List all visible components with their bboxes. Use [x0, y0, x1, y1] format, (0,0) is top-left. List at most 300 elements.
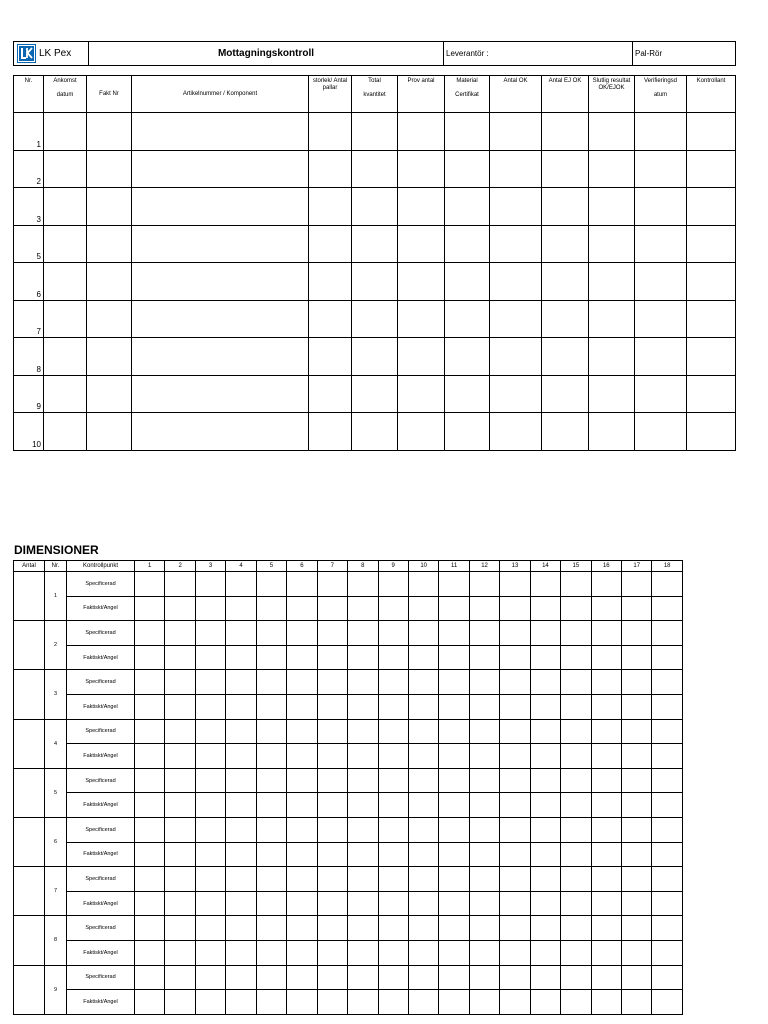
entry-cell[interactable]: [398, 263, 445, 301]
measure-cell[interactable]: [408, 867, 438, 892]
measure-cell[interactable]: [135, 694, 165, 719]
measure-cell[interactable]: [135, 965, 165, 990]
entry-cell[interactable]: [635, 338, 687, 376]
measure-cell[interactable]: [469, 694, 499, 719]
antal-cell[interactable]: [14, 572, 45, 621]
measure-cell[interactable]: [530, 572, 560, 597]
measure-cell[interactable]: [408, 940, 438, 965]
entry-cell[interactable]: [398, 113, 445, 151]
measure-cell[interactable]: [500, 768, 530, 793]
measure-cell[interactable]: [530, 916, 560, 941]
measure-cell[interactable]: [256, 916, 286, 941]
entry-cell[interactable]: [445, 300, 490, 338]
measure-cell[interactable]: [348, 719, 378, 744]
antal-cell[interactable]: [14, 817, 45, 866]
measure-cell[interactable]: [561, 842, 591, 867]
measure-cell[interactable]: [348, 670, 378, 695]
entry-cell[interactable]: [445, 113, 490, 151]
entry-cell[interactable]: [490, 263, 542, 301]
entry-cell[interactable]: [309, 150, 352, 188]
measure-cell[interactable]: [408, 817, 438, 842]
measure-cell[interactable]: [591, 719, 621, 744]
measure-cell[interactable]: [500, 867, 530, 892]
measure-cell[interactable]: [165, 645, 195, 670]
measure-cell[interactable]: [622, 572, 652, 597]
measure-cell[interactable]: [195, 817, 225, 842]
measure-cell[interactable]: [622, 719, 652, 744]
measure-cell[interactable]: [591, 670, 621, 695]
measure-cell[interactable]: [195, 842, 225, 867]
measure-cell[interactable]: [256, 990, 286, 1015]
entry-cell[interactable]: [309, 375, 352, 413]
measure-cell[interactable]: [439, 891, 469, 916]
entry-cell[interactable]: [352, 113, 398, 151]
measure-cell[interactable]: [561, 719, 591, 744]
measure-cell[interactable]: [469, 842, 499, 867]
entry-cell[interactable]: [44, 263, 87, 301]
entry-cell[interactable]: [490, 113, 542, 151]
measure-cell[interactable]: [287, 793, 317, 818]
entry-cell[interactable]: [687, 338, 736, 376]
measure-cell[interactable]: [500, 965, 530, 990]
antal-cell[interactable]: [14, 670, 45, 719]
measure-cell[interactable]: [226, 694, 256, 719]
measure-cell[interactable]: [256, 694, 286, 719]
measure-cell[interactable]: [622, 621, 652, 646]
measure-cell[interactable]: [165, 916, 195, 941]
measure-cell[interactable]: [591, 891, 621, 916]
measure-cell[interactable]: [195, 768, 225, 793]
measure-cell[interactable]: [348, 916, 378, 941]
measure-cell[interactable]: [561, 621, 591, 646]
measure-cell[interactable]: [561, 793, 591, 818]
entry-cell[interactable]: [490, 300, 542, 338]
entry-cell[interactable]: [490, 375, 542, 413]
entry-cell[interactable]: [589, 263, 635, 301]
measure-cell[interactable]: [530, 891, 560, 916]
measure-cell[interactable]: [317, 940, 347, 965]
measure-cell[interactable]: [469, 670, 499, 695]
measure-cell[interactable]: [195, 940, 225, 965]
measure-cell[interactable]: [500, 670, 530, 695]
measure-cell[interactable]: [408, 965, 438, 990]
measure-cell[interactable]: [226, 817, 256, 842]
measure-cell[interactable]: [530, 719, 560, 744]
measure-cell[interactable]: [226, 670, 256, 695]
measure-cell[interactable]: [135, 670, 165, 695]
entry-cell[interactable]: [44, 375, 87, 413]
measure-cell[interactable]: [165, 990, 195, 1015]
entry-cell[interactable]: [352, 263, 398, 301]
measure-cell[interactable]: [135, 768, 165, 793]
measure-cell[interactable]: [500, 817, 530, 842]
entry-cell[interactable]: [687, 150, 736, 188]
measure-cell[interactable]: [652, 842, 682, 867]
measure-cell[interactable]: [439, 744, 469, 769]
measure-cell[interactable]: [317, 719, 347, 744]
entry-cell[interactable]: [44, 413, 87, 451]
measure-cell[interactable]: [256, 670, 286, 695]
measure-cell[interactable]: [622, 744, 652, 769]
measure-cell[interactable]: [591, 916, 621, 941]
measure-cell[interactable]: [287, 596, 317, 621]
measure-cell[interactable]: [622, 694, 652, 719]
measure-cell[interactable]: [287, 842, 317, 867]
measure-cell[interactable]: [652, 694, 682, 719]
measure-cell[interactable]: [317, 965, 347, 990]
measure-cell[interactable]: [226, 645, 256, 670]
measure-cell[interactable]: [652, 719, 682, 744]
measure-cell[interactable]: [165, 891, 195, 916]
measure-cell[interactable]: [500, 694, 530, 719]
entry-cell[interactable]: [132, 413, 309, 451]
measure-cell[interactable]: [195, 719, 225, 744]
entry-cell[interactable]: [542, 225, 589, 263]
entry-cell[interactable]: [132, 150, 309, 188]
entry-cell[interactable]: [132, 300, 309, 338]
measure-cell[interactable]: [561, 817, 591, 842]
measure-cell[interactable]: [652, 670, 682, 695]
measure-cell[interactable]: [652, 990, 682, 1015]
measure-cell[interactable]: [165, 621, 195, 646]
measure-cell[interactable]: [652, 891, 682, 916]
measure-cell[interactable]: [165, 744, 195, 769]
measure-cell[interactable]: [348, 744, 378, 769]
entry-cell[interactable]: [635, 188, 687, 226]
measure-cell[interactable]: [500, 842, 530, 867]
measure-cell[interactable]: [408, 596, 438, 621]
measure-cell[interactable]: [378, 719, 408, 744]
measure-cell[interactable]: [287, 940, 317, 965]
measure-cell[interactable]: [317, 842, 347, 867]
measure-cell[interactable]: [622, 842, 652, 867]
entry-cell[interactable]: [490, 338, 542, 376]
entry-cell[interactable]: [445, 263, 490, 301]
measure-cell[interactable]: [317, 621, 347, 646]
measure-cell[interactable]: [500, 572, 530, 597]
measure-cell[interactable]: [317, 768, 347, 793]
measure-cell[interactable]: [408, 891, 438, 916]
entry-cell[interactable]: [309, 263, 352, 301]
entry-cell[interactable]: [398, 225, 445, 263]
measure-cell[interactable]: [287, 719, 317, 744]
measure-cell[interactable]: [378, 793, 408, 818]
measure-cell[interactable]: [652, 744, 682, 769]
measure-cell[interactable]: [256, 621, 286, 646]
entry-cell[interactable]: [87, 300, 132, 338]
measure-cell[interactable]: [530, 645, 560, 670]
entry-cell[interactable]: [87, 188, 132, 226]
measure-cell[interactable]: [348, 621, 378, 646]
measure-cell[interactable]: [530, 596, 560, 621]
entry-cell[interactable]: [309, 113, 352, 151]
measure-cell[interactable]: [439, 793, 469, 818]
entry-cell[interactable]: [445, 225, 490, 263]
measure-cell[interactable]: [287, 645, 317, 670]
measure-cell[interactable]: [165, 867, 195, 892]
measure-cell[interactable]: [561, 990, 591, 1015]
measure-cell[interactable]: [622, 965, 652, 990]
measure-cell[interactable]: [469, 891, 499, 916]
measure-cell[interactable]: [287, 867, 317, 892]
entry-cell[interactable]: [44, 225, 87, 263]
measure-cell[interactable]: [591, 940, 621, 965]
measure-cell[interactable]: [348, 645, 378, 670]
measure-cell[interactable]: [469, 965, 499, 990]
measure-cell[interactable]: [439, 817, 469, 842]
measure-cell[interactable]: [195, 645, 225, 670]
measure-cell[interactable]: [469, 916, 499, 941]
measure-cell[interactable]: [378, 621, 408, 646]
measure-cell[interactable]: [378, 916, 408, 941]
measure-cell[interactable]: [530, 744, 560, 769]
measure-cell[interactable]: [469, 817, 499, 842]
measure-cell[interactable]: [591, 793, 621, 818]
entry-cell[interactable]: [445, 375, 490, 413]
measure-cell[interactable]: [622, 867, 652, 892]
measure-cell[interactable]: [652, 596, 682, 621]
entry-cell[interactable]: [398, 338, 445, 376]
measure-cell[interactable]: [135, 940, 165, 965]
measure-cell[interactable]: [622, 817, 652, 842]
measure-cell[interactable]: [530, 867, 560, 892]
measure-cell[interactable]: [591, 990, 621, 1015]
entry-cell[interactable]: [445, 338, 490, 376]
measure-cell[interactable]: [378, 694, 408, 719]
entry-cell[interactable]: [352, 150, 398, 188]
entry-cell[interactable]: [589, 375, 635, 413]
entry-cell[interactable]: [132, 113, 309, 151]
entry-cell[interactable]: [87, 375, 132, 413]
measure-cell[interactable]: [287, 916, 317, 941]
measure-cell[interactable]: [439, 596, 469, 621]
measure-cell[interactable]: [622, 793, 652, 818]
measure-cell[interactable]: [165, 694, 195, 719]
measure-cell[interactable]: [287, 744, 317, 769]
measure-cell[interactable]: [439, 768, 469, 793]
measure-cell[interactable]: [378, 572, 408, 597]
entry-cell[interactable]: [352, 225, 398, 263]
measure-cell[interactable]: [226, 719, 256, 744]
measure-cell[interactable]: [408, 572, 438, 597]
measure-cell[interactable]: [348, 694, 378, 719]
entry-cell[interactable]: [687, 263, 736, 301]
entry-cell[interactable]: [589, 413, 635, 451]
measure-cell[interactable]: [256, 768, 286, 793]
entry-cell[interactable]: [490, 188, 542, 226]
measure-cell[interactable]: [591, 867, 621, 892]
measure-cell[interactable]: [195, 891, 225, 916]
measure-cell[interactable]: [135, 916, 165, 941]
measure-cell[interactable]: [469, 744, 499, 769]
measure-cell[interactable]: [165, 768, 195, 793]
measure-cell[interactable]: [378, 744, 408, 769]
measure-cell[interactable]: [439, 670, 469, 695]
entry-cell[interactable]: [589, 188, 635, 226]
measure-cell[interactable]: [378, 768, 408, 793]
measure-cell[interactable]: [287, 621, 317, 646]
measure-cell[interactable]: [530, 670, 560, 695]
measure-cell[interactable]: [195, 694, 225, 719]
measure-cell[interactable]: [165, 940, 195, 965]
measure-cell[interactable]: [500, 793, 530, 818]
measure-cell[interactable]: [195, 744, 225, 769]
measure-cell[interactable]: [256, 940, 286, 965]
measure-cell[interactable]: [500, 916, 530, 941]
entry-cell[interactable]: [445, 150, 490, 188]
measure-cell[interactable]: [348, 572, 378, 597]
measure-cell[interactable]: [317, 793, 347, 818]
antal-cell[interactable]: [14, 965, 45, 1014]
entry-cell[interactable]: [132, 375, 309, 413]
entry-cell[interactable]: [687, 300, 736, 338]
antal-cell[interactable]: [14, 621, 45, 670]
measure-cell[interactable]: [561, 694, 591, 719]
measure-cell[interactable]: [561, 768, 591, 793]
measure-cell[interactable]: [500, 719, 530, 744]
measure-cell[interactable]: [256, 867, 286, 892]
measure-cell[interactable]: [378, 965, 408, 990]
measure-cell[interactable]: [317, 867, 347, 892]
measure-cell[interactable]: [135, 817, 165, 842]
entry-cell[interactable]: [635, 413, 687, 451]
measure-cell[interactable]: [439, 867, 469, 892]
measure-cell[interactable]: [165, 817, 195, 842]
measure-cell[interactable]: [622, 596, 652, 621]
measure-cell[interactable]: [622, 645, 652, 670]
entry-cell[interactable]: [542, 263, 589, 301]
measure-cell[interactable]: [408, 768, 438, 793]
entry-cell[interactable]: [87, 225, 132, 263]
measure-cell[interactable]: [622, 940, 652, 965]
measure-cell[interactable]: [256, 744, 286, 769]
measure-cell[interactable]: [622, 670, 652, 695]
measure-cell[interactable]: [439, 572, 469, 597]
entry-cell[interactable]: [44, 113, 87, 151]
measure-cell[interactable]: [135, 842, 165, 867]
measure-cell[interactable]: [317, 916, 347, 941]
measure-cell[interactable]: [348, 990, 378, 1015]
measure-cell[interactable]: [135, 744, 165, 769]
measure-cell[interactable]: [530, 940, 560, 965]
measure-cell[interactable]: [500, 990, 530, 1015]
measure-cell[interactable]: [622, 891, 652, 916]
measure-cell[interactable]: [500, 621, 530, 646]
measure-cell[interactable]: [530, 817, 560, 842]
measure-cell[interactable]: [561, 572, 591, 597]
measure-cell[interactable]: [165, 842, 195, 867]
entry-cell[interactable]: [687, 188, 736, 226]
entry-cell[interactable]: [635, 300, 687, 338]
measure-cell[interactable]: [591, 694, 621, 719]
measure-cell[interactable]: [622, 916, 652, 941]
entry-cell[interactable]: [687, 113, 736, 151]
measure-cell[interactable]: [408, 793, 438, 818]
measure-cell[interactable]: [287, 891, 317, 916]
measure-cell[interactable]: [195, 621, 225, 646]
entry-cell[interactable]: [490, 413, 542, 451]
measure-cell[interactable]: [226, 916, 256, 941]
measure-cell[interactable]: [195, 916, 225, 941]
entry-cell[interactable]: [542, 375, 589, 413]
measure-cell[interactable]: [469, 940, 499, 965]
measure-cell[interactable]: [500, 940, 530, 965]
entry-cell[interactable]: [635, 375, 687, 413]
measure-cell[interactable]: [165, 793, 195, 818]
measure-cell[interactable]: [591, 817, 621, 842]
measure-cell[interactable]: [195, 670, 225, 695]
measure-cell[interactable]: [135, 621, 165, 646]
measure-cell[interactable]: [530, 621, 560, 646]
entry-cell[interactable]: [398, 375, 445, 413]
entry-cell[interactable]: [309, 338, 352, 376]
measure-cell[interactable]: [256, 842, 286, 867]
entry-cell[interactable]: [589, 338, 635, 376]
measure-cell[interactable]: [256, 572, 286, 597]
measure-cell[interactable]: [348, 842, 378, 867]
entry-cell[interactable]: [542, 150, 589, 188]
measure-cell[interactable]: [591, 645, 621, 670]
entry-cell[interactable]: [309, 300, 352, 338]
measure-cell[interactable]: [561, 670, 591, 695]
measure-cell[interactable]: [652, 768, 682, 793]
measure-cell[interactable]: [226, 965, 256, 990]
measure-cell[interactable]: [135, 891, 165, 916]
entry-cell[interactable]: [398, 188, 445, 226]
measure-cell[interactable]: [439, 842, 469, 867]
measure-cell[interactable]: [561, 645, 591, 670]
measure-cell[interactable]: [652, 572, 682, 597]
entry-cell[interactable]: [635, 225, 687, 263]
measure-cell[interactable]: [652, 645, 682, 670]
measure-cell[interactable]: [652, 817, 682, 842]
product-field[interactable]: Pal-Rör: [633, 42, 736, 66]
measure-cell[interactable]: [591, 768, 621, 793]
entry-cell[interactable]: [687, 375, 736, 413]
measure-cell[interactable]: [561, 940, 591, 965]
measure-cell[interactable]: [652, 965, 682, 990]
measure-cell[interactable]: [195, 867, 225, 892]
measure-cell[interactable]: [256, 965, 286, 990]
measure-cell[interactable]: [469, 719, 499, 744]
measure-cell[interactable]: [317, 572, 347, 597]
measure-cell[interactable]: [195, 990, 225, 1015]
measure-cell[interactable]: [287, 694, 317, 719]
entry-cell[interactable]: [589, 300, 635, 338]
measure-cell[interactable]: [378, 645, 408, 670]
measure-cell[interactable]: [500, 744, 530, 769]
measure-cell[interactable]: [256, 817, 286, 842]
measure-cell[interactable]: [500, 596, 530, 621]
measure-cell[interactable]: [408, 694, 438, 719]
measure-cell[interactable]: [378, 940, 408, 965]
measure-cell[interactable]: [195, 572, 225, 597]
entry-cell[interactable]: [352, 338, 398, 376]
measure-cell[interactable]: [591, 842, 621, 867]
measure-cell[interactable]: [256, 596, 286, 621]
entry-cell[interactable]: [687, 225, 736, 263]
entry-cell[interactable]: [352, 375, 398, 413]
measure-cell[interactable]: [439, 990, 469, 1015]
entry-cell[interactable]: [542, 300, 589, 338]
measure-cell[interactable]: [530, 990, 560, 1015]
measure-cell[interactable]: [561, 891, 591, 916]
measure-cell[interactable]: [469, 572, 499, 597]
entry-cell[interactable]: [542, 338, 589, 376]
measure-cell[interactable]: [530, 793, 560, 818]
entry-cell[interactable]: [44, 300, 87, 338]
measure-cell[interactable]: [135, 572, 165, 597]
